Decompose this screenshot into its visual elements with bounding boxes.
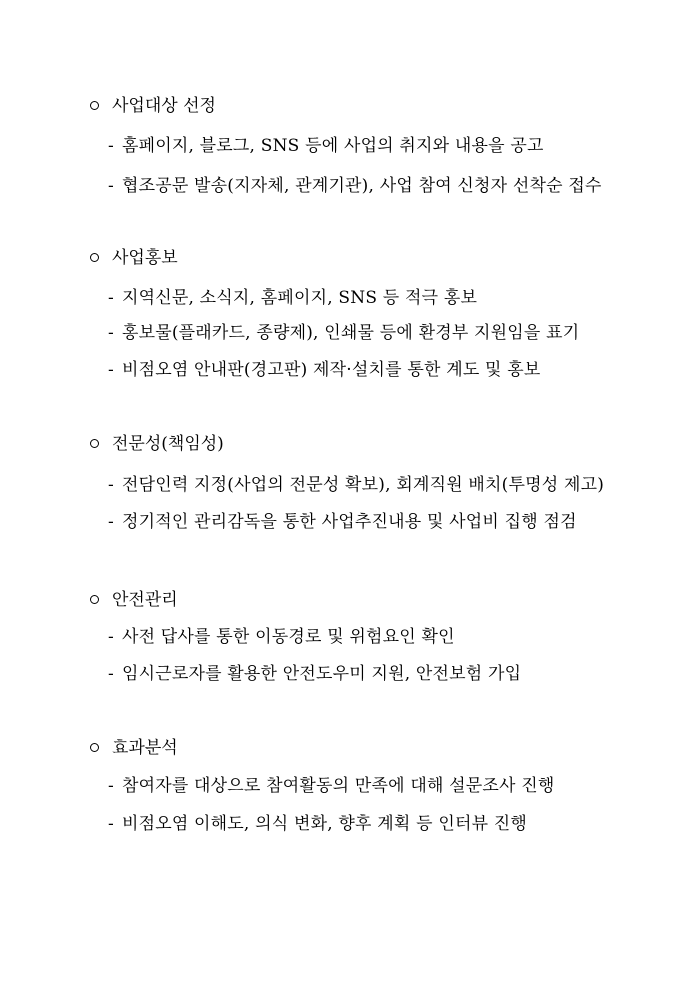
list-item <box>108 812 527 836</box>
list-item <box>108 473 604 497</box>
circle-bullet-icon <box>90 253 99 262</box>
circle-bullet-icon <box>90 595 99 604</box>
section-title-text: 사업홍보 <box>112 248 178 268</box>
list-item-text: 정기적인 관리감독을 통한 사업추진내용 및 사업비 집행 점검 <box>121 512 577 532</box>
section-title-text: 효과분석 <box>112 738 178 758</box>
section-heading <box>90 94 216 118</box>
dash-marker: - <box>108 288 114 308</box>
list-item <box>108 774 555 798</box>
section-heading <box>90 432 224 456</box>
dash-marker: - <box>108 627 114 647</box>
list-item <box>108 134 544 158</box>
section-heading <box>90 588 178 612</box>
circle-bullet-icon <box>90 101 99 110</box>
list-item <box>108 662 521 686</box>
list-item-text: 임시근로자를 활용한 안전도우미 지원, 안전보험 가입 <box>121 664 522 684</box>
section-title-text: 안전관리 <box>112 590 178 610</box>
list-item-text: 홍보물(플래카드, 종량제), 인쇄물 등에 환경부 지원임을 표기 <box>121 323 580 343</box>
dash-marker: - <box>108 814 114 834</box>
list-item <box>108 286 477 310</box>
dash-marker: - <box>108 475 114 495</box>
dash-marker: - <box>108 136 114 156</box>
list-item-text: 비점오염 안내판(경고판) 제작·설치를 통한 계도 및 홍보 <box>121 360 541 380</box>
list-item-text: 홈페이지, 블로그, SNS 등에 사업의 취지와 내용을 공고 <box>121 136 544 156</box>
list-item <box>108 510 577 534</box>
list-item-text: 협조공문 발송(지자체, 관계기관), 사업 참여 신청자 선착순 접수 <box>121 176 602 196</box>
section-heading <box>90 246 178 270</box>
list-item <box>108 174 602 198</box>
dash-marker: - <box>108 512 114 532</box>
list-item-text: 참여자를 대상으로 참여활동의 만족에 대해 설문조사 진행 <box>121 776 555 796</box>
circle-bullet-icon <box>90 439 99 448</box>
circle-bullet-icon <box>90 743 99 752</box>
list-item-text: 비점오염 이해도, 의식 변화, 향후 계획 등 인터뷰 진행 <box>121 814 528 834</box>
dash-marker: - <box>108 323 114 343</box>
list-item-text: 지역신문, 소식지, 홈페이지, SNS 등 적극 홍보 <box>121 288 478 308</box>
dash-marker: - <box>108 360 114 380</box>
section-heading <box>90 736 178 760</box>
section-title-text: 사업대상 선정 <box>112 96 216 116</box>
dash-marker: - <box>108 176 114 196</box>
dash-marker: - <box>108 664 114 684</box>
list-item <box>108 625 455 649</box>
section-title-text: 전문성(책임성) <box>112 434 224 454</box>
list-item-text: 사전 답사를 통한 이동경로 및 위험요인 확인 <box>121 627 455 647</box>
list-item-text: 전담인력 지정(사업의 전문성 확보), 회계직원 배치(투명성 제고) <box>121 475 605 495</box>
dash-marker: - <box>108 776 114 796</box>
list-item <box>108 358 541 382</box>
list-item <box>108 321 579 345</box>
